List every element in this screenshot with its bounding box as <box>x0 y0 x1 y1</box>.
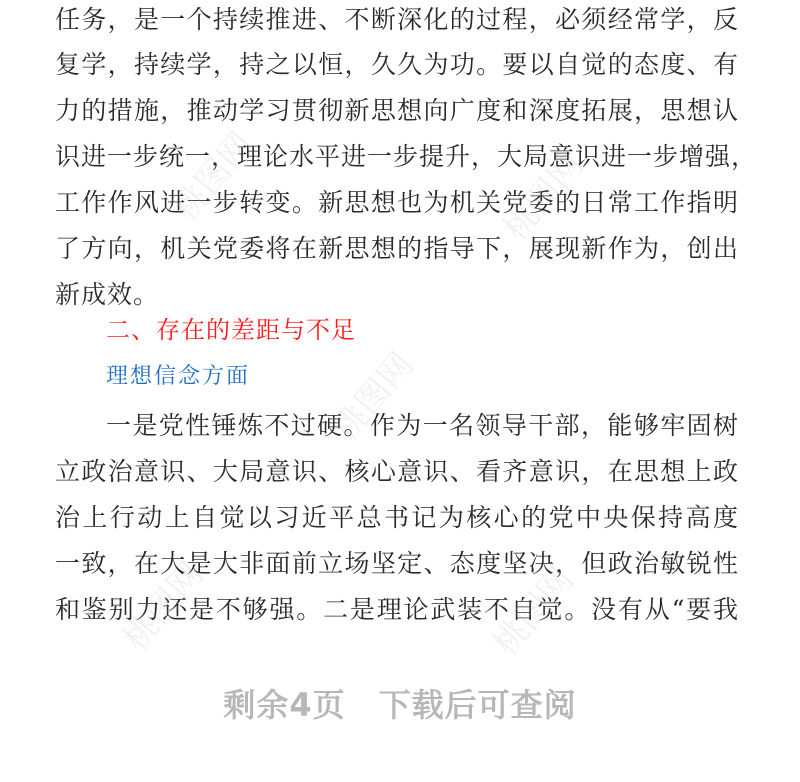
paragraph-line: 力的措施，推动学习贯彻新思想向广度和深度拓展，思想认 <box>55 96 739 125</box>
paragraph-line: 和鉴别力还是不够强。二是理论武装不自觉。没有从“要我 <box>55 595 739 624</box>
paragraph-line: 治上行动上自觉以习近平总书记为核心的党中央保持高度 <box>55 503 739 532</box>
paragraph-line: 立政治意识、大局意识、核心意识、看齐意识，在思想上政 <box>55 457 739 486</box>
watermark: 桃图网 <box>115 554 212 659</box>
paragraph-line: 识进一步统一，理论水平进一步提升，大局意识进一步增强， <box>55 142 758 171</box>
watermark: 桃图网 <box>495 144 592 249</box>
paragraph-line: 新成效。 <box>55 280 160 309</box>
paragraph-line: 工作作风进一步转变。新思想也为机关党委的日常工作指明 <box>55 188 739 217</box>
remaining-pages-notice[interactable]: 剩余4页 下载后可查阅 <box>223 686 577 724</box>
paragraph-line: 任务，是一个持续推进、不断深化的过程，必须经常学，反 <box>55 5 739 34</box>
paragraph-line: 一致，在大是大非面前立场坚定、态度坚决，但政治敏锐性 <box>55 549 739 578</box>
watermark: 桃图网 <box>485 559 582 664</box>
paragraph-line: 复学，持续学，持之以恒，久久为功。要以自觉的态度、有 <box>55 50 739 79</box>
section-heading: 二、存在的差距与不足 <box>106 316 356 344</box>
watermark: 桃图网 <box>165 124 262 229</box>
paragraph-line: 一是党性锤炼不过硬。作为一名领导干部，能够牢固树 <box>106 411 739 440</box>
sub-heading: 理想信念方面 <box>106 364 251 389</box>
paragraph-line: 了方向，机关党委将在新思想的指导下，展现新作为，创出 <box>55 234 739 263</box>
watermark: 桃图网 <box>325 344 422 449</box>
